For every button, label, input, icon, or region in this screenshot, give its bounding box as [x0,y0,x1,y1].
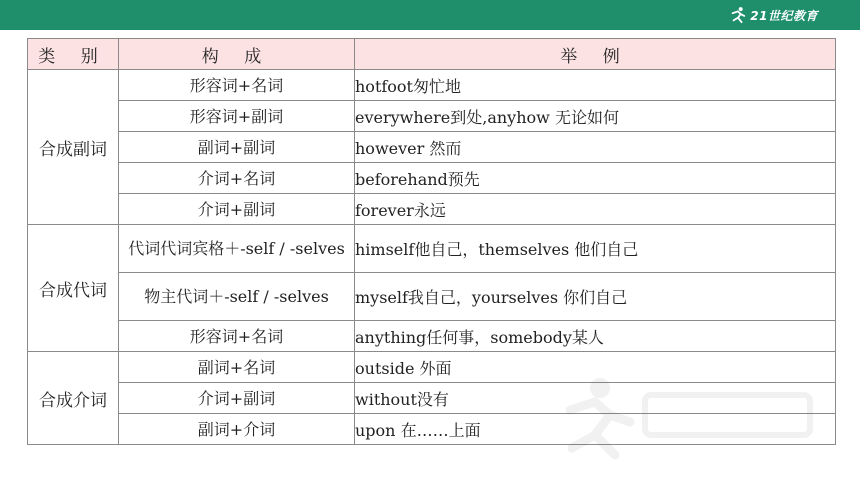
table-row [28,132,836,163]
example-cell: outside 外面 [355,352,836,383]
example-cell: himself他自己，themselves 他们自己 [355,225,836,273]
structure-cell: 形容词+副词 [119,101,355,132]
example-cell: upon 在……上面 [355,414,836,445]
table-row [28,383,836,414]
top-banner [0,0,860,30]
example-cell: anything任何事，somebody某人 [355,321,836,352]
runner-icon [729,6,747,24]
example-cell: forever永远 [355,194,836,225]
table-row [28,352,836,383]
grammar-table [27,38,836,445]
example-cell: however 然而 [355,132,836,163]
table-row [28,321,836,352]
category-cell: 合成介词 [28,352,119,445]
category-cell: 合成副词 [28,70,119,225]
header-category: 类 别 [28,39,119,70]
structure-cell: 副词+介词 [119,414,355,445]
header-structure: 构 成 [119,39,355,70]
structure-cell: 代词代词宾格＋-self / -selves [119,225,355,273]
structure-cell: 形容词+名词 [119,321,355,352]
table-row [28,101,836,132]
structure-cell: 副词+副词 [119,132,355,163]
table-row [28,194,836,225]
example-cell: beforehand预先 [355,163,836,194]
table-row [28,70,836,101]
example-cell: everywhere到处,anyhow 无论如何 [355,101,836,132]
table-row [28,163,836,194]
structure-cell: 介词+副词 [119,383,355,414]
table-row [28,225,836,273]
example-cell: myself我自己，yourselves 你们自己 [355,273,836,321]
structure-cell: 介词+副词 [119,194,355,225]
structure-cell: 物主代词＋-self / -selves [119,273,355,321]
structure-cell: 形容词+名词 [119,70,355,101]
table-row [28,414,836,445]
structure-cell: 介词+名词 [119,163,355,194]
category-cell: 合成代词 [28,225,119,352]
example-cell: hotfoot匆忙地 [355,70,836,101]
structure-cell: 副词+名词 [119,352,355,383]
brand-text: 21世纪教育 [750,8,818,23]
brand-logo [729,5,818,25]
example-cell: without没有 [355,383,836,414]
header-examples: 举 例 [355,39,836,70]
table-row [28,273,836,321]
